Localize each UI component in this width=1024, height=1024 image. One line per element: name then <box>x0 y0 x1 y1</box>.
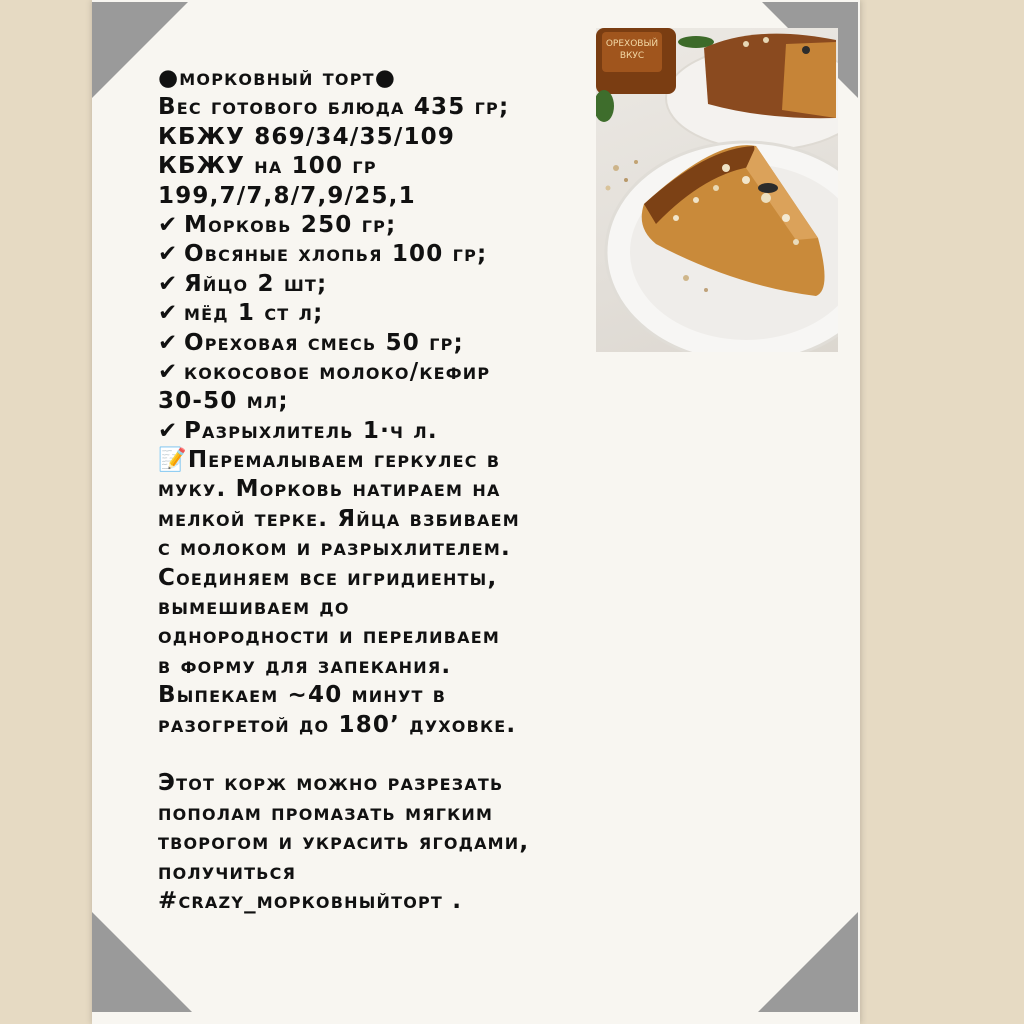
method-line: разогретой до 180’ духовке. <box>158 711 517 738</box>
note-line: Этот корж можно разрезать <box>158 770 504 797</box>
method-line: мелкой терке. Яйца взбиваем <box>158 505 520 532</box>
note-line: творогом и украсить ягодами, <box>158 829 530 856</box>
ingredient-item: ✔ Разрыхлитель 1·ч л. <box>158 417 610 446</box>
method-line: однородности и переливаем <box>158 623 500 650</box>
hashtag-link[interactable]: #crazy_морковныйторт . <box>158 887 463 914</box>
recipe-weight: Вес готового блюда 435 гр; <box>158 94 510 121</box>
method-line: Выпекаем ~40 минут в <box>158 682 447 709</box>
ingredient-item: ✔ кокосовое молоко/кефир <box>158 358 610 387</box>
cake-photo-illustration <box>596 28 838 352</box>
ingredient-item: ✔ Ореховая смесь 50 гр; <box>158 329 610 358</box>
ingredient-item-continued: 30-50 мл; <box>158 388 289 415</box>
check-mark-icon: ✔ <box>158 329 179 356</box>
ingredient-item: ✔ Яйцо 2 шт; <box>158 270 610 299</box>
memo-pencil-icon: 📝 <box>158 447 188 474</box>
black-circle-icon: ● <box>374 65 397 91</box>
recipe-title: ●морковный торт● <box>158 65 397 91</box>
check-mark-icon: ✔ <box>158 417 179 444</box>
method-line: муку. Морковь натираем на <box>158 476 501 503</box>
method-line: с молоком и разрыхлителем. <box>158 535 511 562</box>
ingredient-item: ✔ мёд 1 ст л; <box>158 299 610 328</box>
check-mark-icon: ✔ <box>158 211 179 238</box>
note-line: получиться <box>158 858 297 885</box>
check-mark-icon: ✔ <box>158 270 179 297</box>
paragraph-gap <box>158 740 610 769</box>
note-line: пополам промазать мягким <box>158 799 494 826</box>
check-mark-icon: ✔ <box>158 300 179 327</box>
recipe-nutrition-per-100-label: КБЖУ на 100 гр <box>158 153 377 180</box>
cake-photo <box>596 28 838 352</box>
recipe-nutrition-total: КБЖУ 869/34/35/109 <box>158 123 456 150</box>
photo-corner-bottom-left <box>92 912 192 1012</box>
check-mark-icon: ✔ <box>158 358 179 385</box>
method-line: Соединяем все игридиенты, <box>158 564 498 591</box>
ingredient-item: ✔ Морковь 250 гр; <box>158 211 610 240</box>
jar-label-line1: ОРЕХОВЫЙ <box>605 39 659 49</box>
black-circle-icon: ● <box>158 65 180 91</box>
photo-corner-bottom-right <box>758 912 858 1012</box>
method-line: в форму для запекания. <box>158 652 452 679</box>
method-line: вымешиваем до <box>158 594 350 621</box>
method-line: 📝Перемалываем геркулес в <box>158 447 501 474</box>
recipe-text <box>158 64 610 916</box>
ingredient-item: ✔ Овсяные хлопья 100 гр; <box>158 240 610 269</box>
recipe-nutrition-per-100: 199,7/7,8/7,9/25,1 <box>158 182 416 209</box>
jar-label-line2: ВКУС <box>619 51 645 61</box>
check-mark-icon: ✔ <box>158 241 179 268</box>
